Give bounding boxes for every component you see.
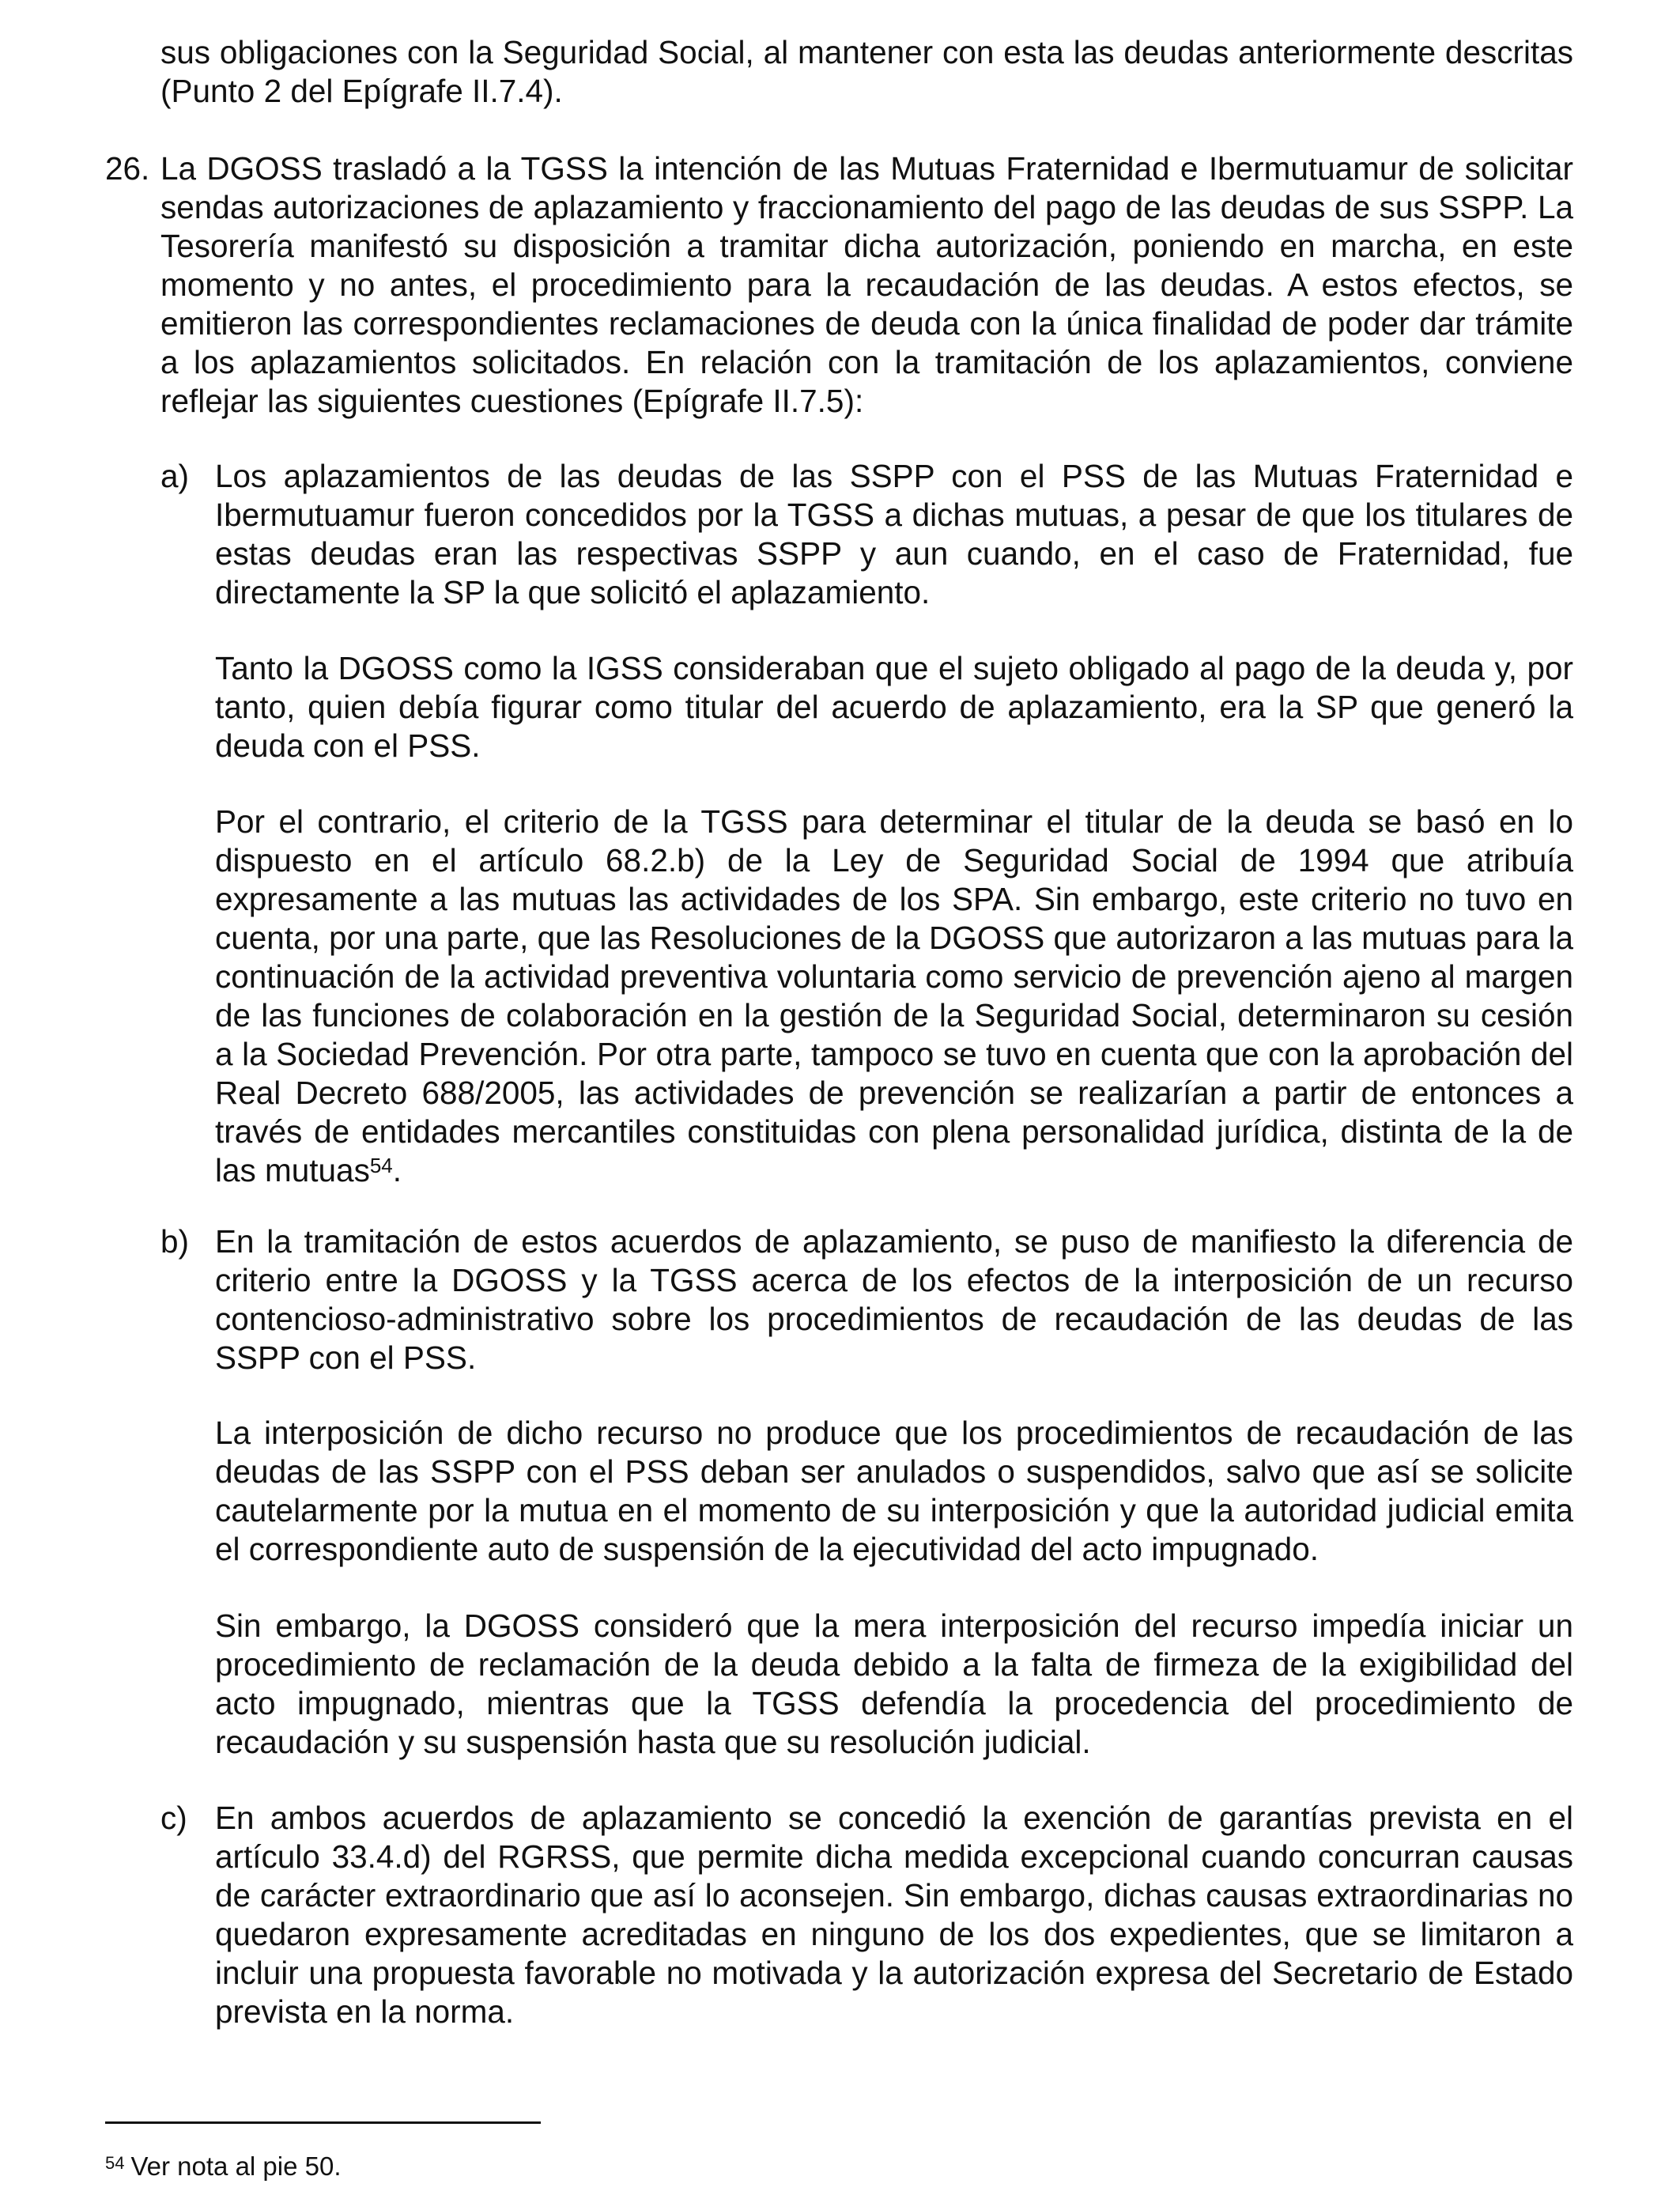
item-a-paragraph-3-end: .: [392, 1152, 402, 1188]
footnote-reference-54: 54: [369, 1154, 393, 1177]
paragraph-26-text: La DGOSS trasladó a la TGSS la intención de las Mutuas Fraternidad e Ibermutuamur de solicitar sendas autorizaciones de aplazamiento y fraccionamiento del pago de las deudas de sus SSPP. La Tesorería manifestó su disposición a tramitar dicha autorización, poniendo en marcha, en este momento y no antes, el procedimiento para la recaudación de las deudas. A estos efectos, se emitieron las correspondientes reclamaciones de deuda con la única finalidad de poder dar trámite a los aplazamientos solicitados. En relación con la tramitación de los aplazamientos, conviene reflejar las siguientes cuestiones (Epígrafe II.7.5):: [160, 150, 1573, 419]
item-b-paragraph-3: Sin embargo, la DGOSS consideró que la mera interposición del recurso impedía iniciar un procedimiento de reclamación de la deuda debido a la falta de firmeza de la exigibilidad del acto impugnado, mientras que la TGSS defendía la procedencia del procedimiento de recaudación y su suspensión hasta que su resolución judicial.: [215, 1608, 1573, 1760]
item-b-paragraph-2: La interposición de dicho recurso no produce que los procedimientos de recaudación de las deudas de las SSPP con el PSS deban ser anulados o suspendidos, salvo que así se solicite cautelarmente por la mutua en el momento de su interposición y que la autoridad judicial emita el correspondiente auto de suspensión de la ejecutividad del acto impugnado.: [215, 1415, 1573, 1567]
item-b-label: b): [160, 1223, 190, 1260]
item-c-label: c): [160, 1800, 187, 1836]
footnote-text: Ver nota al pie 50.: [130, 2152, 342, 2181]
item-a-paragraph-2: Tanto la DGOSS como la IGSS consideraban que el sujeto obligado al pago de la deuda y, por tanto, quien debía figurar como titular del acuerdo de aplazamiento, era la SP que generó la deuda con el PSS.: [215, 650, 1573, 764]
paragraph-number-26: 26.: [105, 150, 150, 187]
item-a-paragraph-3-text: Por el contrario, el criterio de la TGSS para determinar el titular de la deuda se basó en lo dispuesto en el artículo 68.2.b) de la Ley de Seguridad Social de 1994 que atribuía expresamente a las mutuas las actividades de los SPA. Sin embargo, este criterio no tuvo en cuenta, por una parte, que las Resoluciones de la DGOSS que autorizaron a las mutuas para la continuación de la actividad preventiva voluntaria como servicio de prevención ajeno al margen de las funciones de colaboración en la gestión de la Seguridad Social, determinaron su cesión a la Sociedad Prevención. Por otra parte, tampoco se tuvo en cuenta que con la aprobación del Real Decreto 688/2005, las actividades de prevención se realizarían a partir de entonces a través de entidades mercantiles constituidas con plena personalidad jurídica, distinta de la de las mutuas: [215, 803, 1573, 1188]
item-a-paragraph-3: [215, 803, 1573, 1190]
intro-paragraph: sus obligaciones con la Seguridad Social, al mantener con esta las deudas anteriormente descritas (Punto 2 del Epígrafe II.7.4).: [160, 34, 1573, 109]
footnote-54: [105, 2151, 342, 2182]
footnote-mark: 54: [105, 2153, 125, 2173]
footnote-separator: [105, 2121, 541, 2124]
item-a-label: a): [160, 458, 190, 494]
item-c-paragraph-1: En ambos acuerdos de aplazamiento se concedió la exención de garantías prevista en el artículo 33.4.d) del RGRSS, que permite dicha medida excepcional cuando concurran causas de carácter extraordinario que así lo aconsejen. Sin embargo, dichas causas extraordinarias no quedaron expresamente acreditadas en ninguno de los dos expedientes, que se limitaron a incluir una propuesta favorable no motivada y la autorización expresa del Secretario de Estado prevista en la norma.: [215, 1800, 1573, 2030]
item-b-paragraph-1: En la tramitación de estos acuerdos de aplazamiento, se puso de manifiesto la diferencia de criterio entre la DGOSS y la TGSS acerca de los efectos de la interposición de un recurso contencioso-administrativo sobre los procedimientos de recaudación de las deudas de las SSPP con el PSS.: [215, 1223, 1573, 1376]
item-a-paragraph-1: Los aplazamientos de las deudas de las SSPP con el PSS de las Mutuas Fraternidad e Ibermutuamur fueron concedidos por la TGSS a dichas mutuas, a pesar de que los titulares de estas deudas eran las respectivas SSPP y aun cuando, en el caso de Fraternidad, fue directamente la SP la que solicitó el aplazamiento.: [215, 458, 1573, 610]
